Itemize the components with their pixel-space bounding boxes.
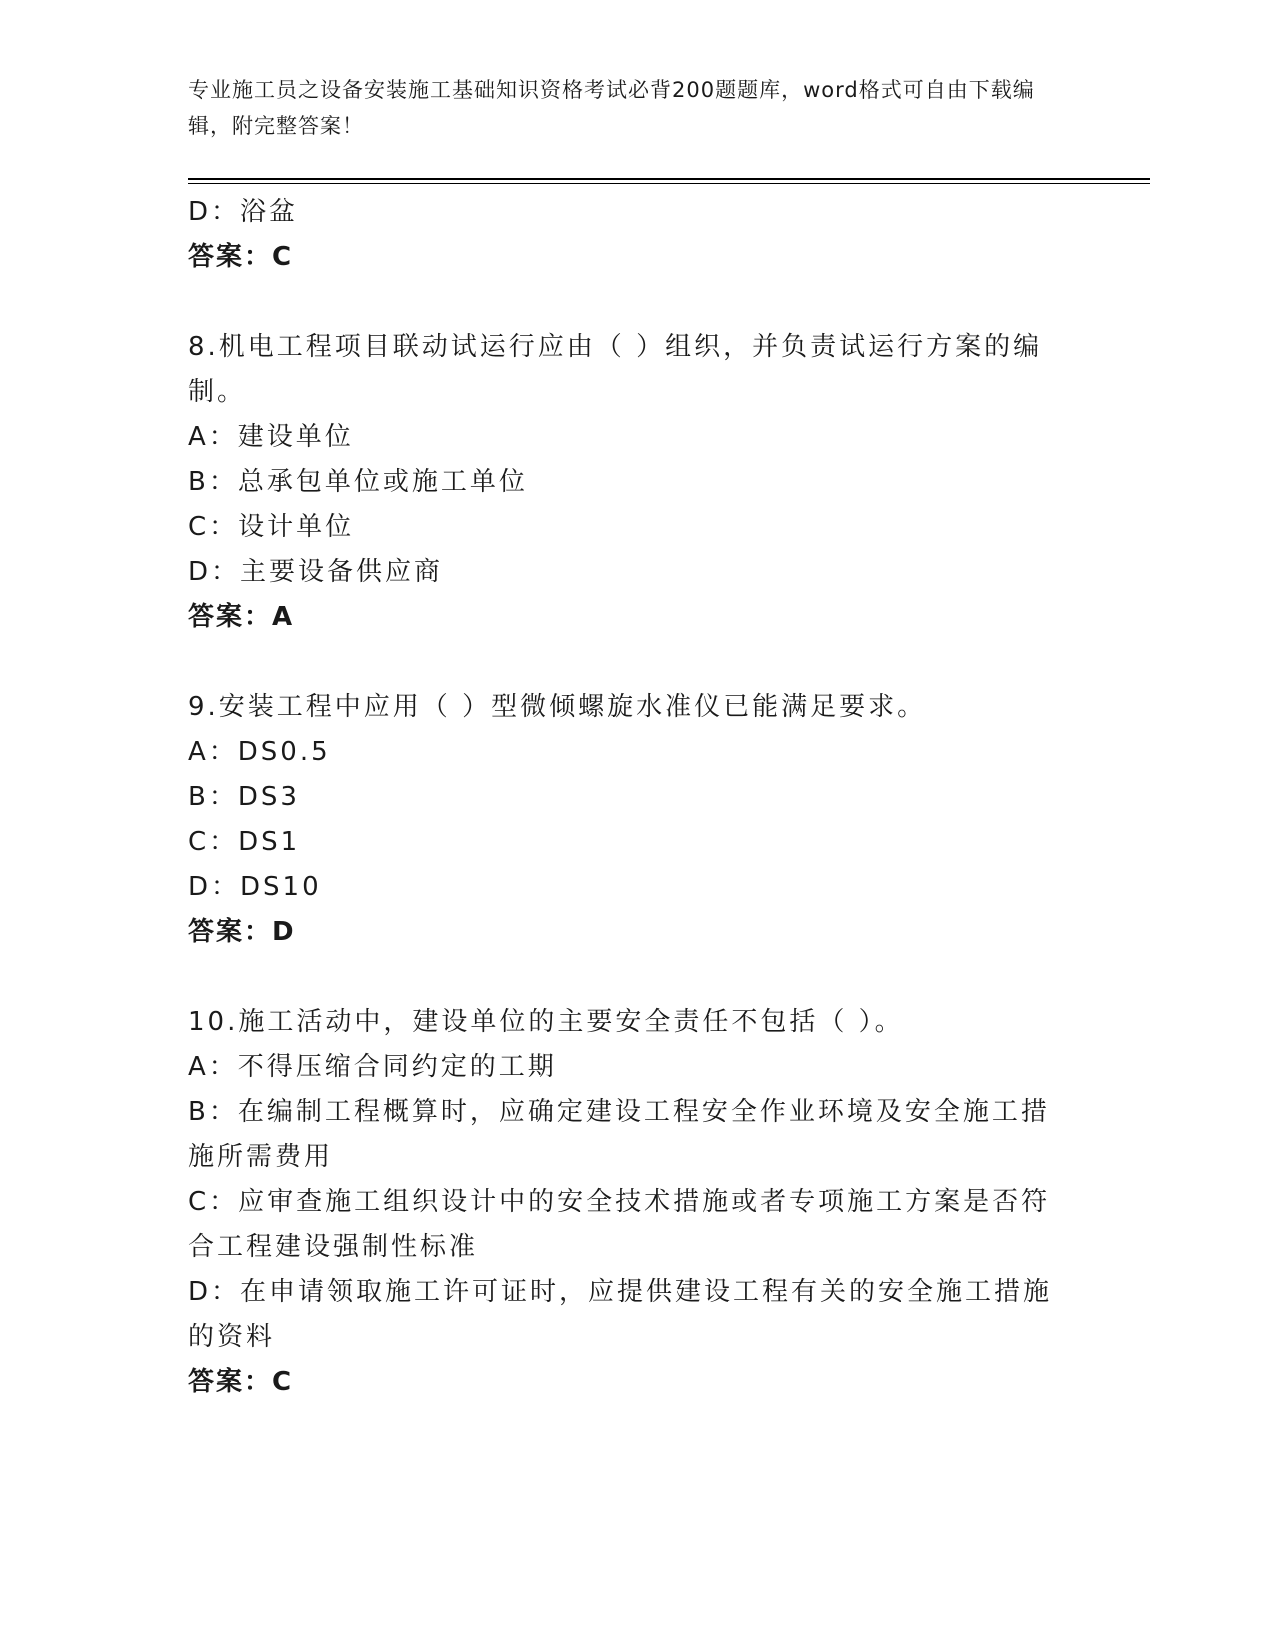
option-d: D：在申请领取施工许可证时，应提供建设工程有关的安全施工措施的资料 <box>188 1277 1053 1352</box>
question-stem: 8.机电工程项目联动试运行应由（ ）组织，并负责试运行方案的编制。 <box>188 332 1043 407</box>
option-a: A：DS0.5 <box>188 737 331 767</box>
option-a: A：建设单位 <box>188 422 354 452</box>
answer: 答案：A <box>188 602 295 632</box>
option-c: C：设计单位 <box>188 512 355 542</box>
option-b: B：总承包单位或施工单位 <box>188 467 528 497</box>
page-header: 专业施工员之设备安装施工基础知识资格考试必背200题题库，word格式可自由下载编辑，附完整答案！ <box>188 78 1035 138</box>
option-d: D：浴盆 <box>188 197 299 227</box>
answer: 答案：D <box>188 917 296 947</box>
answer: 答案：C <box>188 1367 294 1397</box>
question-8 <box>188 325 1078 640</box>
option-a: A：不得压缩合同约定的工期 <box>188 1052 557 1082</box>
question-list <box>188 190 1078 1405</box>
answer: 答案：C <box>188 242 294 272</box>
question-9 <box>188 685 1078 955</box>
option-d: D：主要设备供应商 <box>188 557 444 587</box>
header-rule-thick <box>188 178 1150 180</box>
question-stem: 10.施工活动中，建设单位的主要安全责任不包括（ ）。 <box>188 1007 904 1037</box>
header-rule-thin <box>188 183 1150 184</box>
question-continued <box>188 190 1078 280</box>
option-b: B：在编制工程概算时，应确定建设工程安全作业环境及安全施工措施所需费用 <box>188 1097 1050 1172</box>
question-10 <box>188 1000 1078 1405</box>
option-c: C：DS1 <box>188 827 301 857</box>
question-stem: 9.安装工程中应用（ ）型微倾螺旋水准仪已能满足要求。 <box>188 692 927 722</box>
option-b: B：DS3 <box>188 782 300 812</box>
option-d: D：DS10 <box>188 872 322 902</box>
option-c: C：应审查施工组织设计中的安全技术措施或者专项施工方案是否符合工程建设强制性标准 <box>188 1187 1051 1262</box>
